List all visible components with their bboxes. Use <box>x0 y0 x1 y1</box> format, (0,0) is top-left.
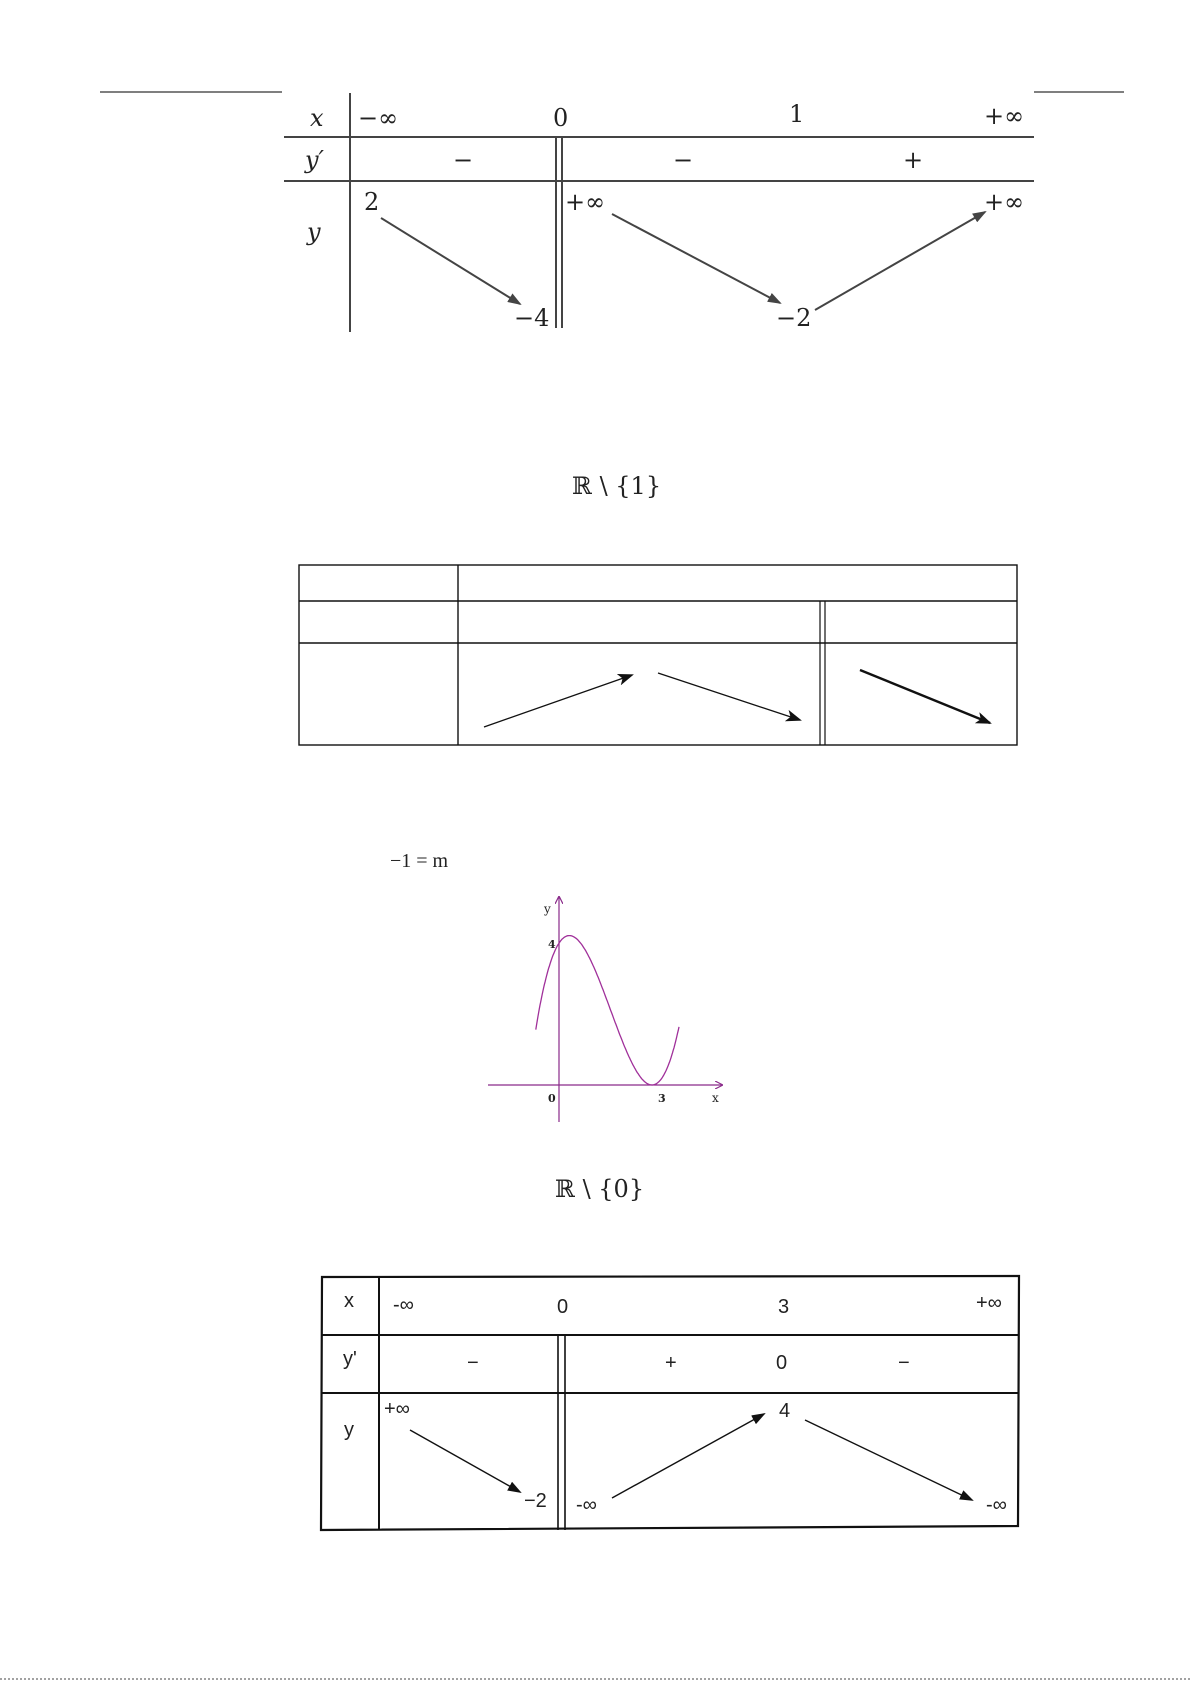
t3-x-neg-inf: -∞ <box>393 1294 414 1316</box>
row-label-y: y <box>307 218 321 246</box>
x-tick-3: 3 <box>658 1092 666 1105</box>
row-label-yprime: y′ <box>305 146 325 174</box>
y-value-start: 2 <box>364 188 380 216</box>
x-value-pos-inf: +∞ <box>984 102 1025 130</box>
y-axis-label: y <box>544 902 551 916</box>
equation-text: −1 = m <box>390 850 449 872</box>
t3-x-pos-inf: +∞ <box>976 1292 1002 1314</box>
y-value-minimum: −2 <box>776 304 812 332</box>
sign-3: + <box>903 146 924 174</box>
t3-x-3: 3 <box>778 1296 790 1318</box>
t3-y-start: +∞ <box>384 1398 410 1420</box>
y-tick-4: 4 <box>548 938 556 951</box>
domain-1: ℝ \ {1} <box>572 472 662 500</box>
t3-arrow-down-1 <box>410 1430 520 1492</box>
footer-rule <box>0 1676 1191 1682</box>
t3-y-right-start: -∞ <box>576 1494 597 1516</box>
x-value-neg-inf: −∞ <box>358 104 399 132</box>
x-value-1: 1 <box>789 100 805 128</box>
sign-2: − <box>673 146 694 174</box>
y-value-left-limit: −4 <box>514 304 550 332</box>
t3-row-label-yprime: y' <box>343 1348 357 1370</box>
t3-row-label-y: y <box>344 1419 354 1441</box>
y-value-end: +∞ <box>984 188 1025 216</box>
t3-x-0: 0 <box>557 1296 569 1318</box>
t3-arrow-up <box>612 1414 764 1498</box>
row-label-x: x <box>310 104 324 132</box>
t3-y-maximum: 4 <box>779 1400 791 1422</box>
y-value-right-limit: +∞ <box>565 188 606 216</box>
t3-row-label-x: x <box>344 1290 354 1312</box>
x-axis-label: x <box>712 1091 719 1105</box>
sign-1: − <box>453 146 474 174</box>
origin-label: 0 <box>548 1092 556 1105</box>
t3-sign-3: − <box>898 1352 910 1374</box>
t3-sign-2: + <box>665 1352 677 1374</box>
t3-y-end: -∞ <box>986 1494 1007 1516</box>
t3-derivative-zero: 0 <box>776 1352 788 1374</box>
t3-sign-1: − <box>467 1352 479 1374</box>
x-value-0: 0 <box>553 104 569 132</box>
t3-arrow-down-2 <box>805 1420 972 1500</box>
t3-y-left-limit: −2 <box>524 1490 547 1512</box>
domain-2: ℝ \ {0} <box>555 1175 645 1203</box>
